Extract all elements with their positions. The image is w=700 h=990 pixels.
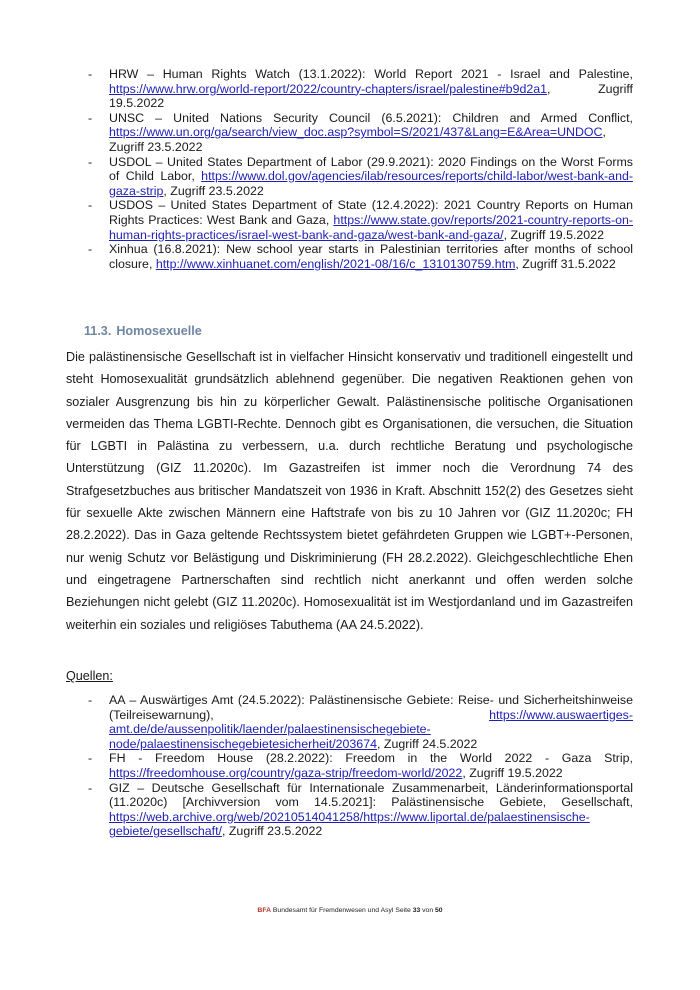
- reference-item: - Xinhua (16.8.2021): New school year starts in Palestinian territories after months of school closure, http://www.xinhuanet.com/english/2021-08/16/c_1310130759.htm, Zugriff 31.5.2022: [88, 242, 633, 271]
- footer-page-number: 33: [412, 907, 421, 914]
- section-number: 11.3.: [84, 324, 112, 338]
- page-footer: [0, 907, 700, 914]
- reference-link[interactable]: http://www.xinhuanet.com/english/2021-08/16/c_1310130759.htm: [155, 256, 516, 271]
- reference-item: - GIZ – Deutsche Gesellschaft für Internationale Zusammenarbeit, Länderinformationsportal (11.2020c) [Archivversion vom 14.5.2021]: Palästinensische Gebiete, Gesellschaft, https://web.archive.org/web/20210514041258/https://www.liportal.de/palaestinensische-gebiete/gesellschaft/, Zugriff 23.5.2022: [88, 780, 633, 839]
- reference-item: - HRW – Human Rights Watch (13.1.2022): World Report 2021 - Israel and Palestine, https://www.hrw.org/world-report/2022/country-chapters/israel/palestine#b9d2a1, Zugriff 19.5.2022: [88, 67, 633, 111]
- reference-link[interactable]: https://freedomhouse.org/country/gaza-strip/freedom-world/2022: [109, 765, 463, 780]
- reference-link[interactable]: https://www.state.gov/reports/2021-country-reports-on-human-rights-practices/israel-west-bank-and-gaza/west-bank-and-gaza/: [109, 212, 633, 242]
- sources-label: Quellen:: [66, 669, 113, 683]
- reference-link[interactable]: https://www.dol.gov/agencies/ilab/resources/reports/child-labor/west-bank-and-gaza-strip: [109, 169, 633, 198]
- reference-link[interactable]: https://www.un.org/ga/search/view_doc.asp?symbol=S/2021/437&Lang=E&Area=UNDOC: [109, 125, 603, 140]
- reference-item: - UNSC – United Nations Security Council (6.5.2021): Children and Armed Conflict, https://www.un.org/ga/search/view_doc.asp?symbol=S/2021/437&Lang=E&Area=UNDOC, Zugriff 23.5.2022: [88, 110, 633, 154]
- references-list-top: [66, 67, 633, 271]
- footer-page-total: 50: [435, 907, 443, 914]
- section-title: Homosexuelle: [116, 324, 202, 338]
- reference-link[interactable]: https://web.archive.org/web/20210514041258/https://www.liportal.de/palaestinensische-gebiete/gesellschaft/: [109, 809, 590, 839]
- footer-of-word: von: [422, 907, 434, 914]
- reference-link[interactable]: https://www.auswaertiges-amt.de/de/aussenpolitik/laender/palaestinensischegebiete-node/palaestinensischegebietesicherheit/203674: [109, 707, 633, 751]
- section-heading: [84, 324, 207, 338]
- footer-page-word: Seite: [395, 907, 411, 914]
- section-body: Die palästinensische Gesellschaft ist in vielfacher Hinsicht konservativ und traditionell eingestellt und steht Homosexualität grundsätzlich ablehnend gegenüber. Die negativen Reaktionen gehen von sozialer Ausgrenzung bis hin zu körperlicher Gewalt. Palästinensische politische Organisationen vermeiden das Thema LGBTI-Rechte. Dennoch gibt es Organisationen, die versuchen, die Situation für LGBTI in Palästina zu verbessern, u.a. durch rechtliche Beratung und psychologische Unterstützung (GIZ 11.2020c). Im Gazastreifen ist immer noch die Verordnung 74 des Strafgesetzbuches aus britischer Mandatszeit von 1936 in Kraft. Abschnitt 152(2) des Gesetzes sieht für sexuelle Akte zwischen Männern eine Haftstrafe von bis zu 10 Jahren vor (GIZ 11.2020c; FH 28.2.2022). Das in Gaza geltende Rechtssystem bietet gefährdeten Gruppen wie LGBT+-Personen, nur wenig Schutz vor Belästigung und Diskriminierung (FH 28.2.2022). Gleichgeschlechtliche Ehen und eingetragene Partnerschaften sind rechtlich nicht anerkannt und offen werden solche Beziehungen nicht gelebt (GIZ 11.2020c). Homosexualität ist im Westjordanland und im Gazastreifen weiterhin ein soziales und religiöses Tabuthema (AA 24.5.2022).: [66, 350, 633, 632]
- reference-item: - AA – Auswärtiges Amt (24.5.2022): Palästinensische Gebiete: Reise- und Sicherheitshinweise (Teilreisewarnung), https://www.auswaertiges-amt.de/de/aussenpolitik/laender/palaestinensischegebiete-node/palaestinensischegebietesicherheit/203674, Zugriff 24.5.2022: [88, 693, 633, 751]
- reference-item: - USDOS – United States Department of State (12.4.2022): 2021 Country Reports on Human Rights Practices: West Bank and Gaza, https://www.state.gov/reports/2021-country-reports-on-human-rights-practices/israel-west-bank-and-gaza/west-bank-and-gaza/, Zugriff 19.5.2022: [88, 198, 633, 242]
- reference-item: - USDOL – United States Department of Labor (29.9.2021): 2020 Findings on the Worst Forms of Child Labor, https://www.dol.gov/agencies/ilab/resources/reports/child-labor/west-bank-and-gaza-strip, Zugriff 23.5.2022: [88, 154, 633, 198]
- bfa-logo: BFA: [257, 907, 271, 914]
- footer-org: Bundesamt für Fremdenwesen und Asyl: [272, 907, 394, 914]
- reference-link[interactable]: https://www.hrw.org/world-report/2022/country-chapters/israel/palestine#b9d2a1: [109, 81, 548, 96]
- reference-item: - FH - Freedom House (28.2.2022): Freedom in the World 2022 - Gaza Strip, https://freedomhouse.org/country/gaza-strip/freedom-world/2022, Zugriff 19.5.2022: [88, 751, 633, 780]
- references-list-bottom: [66, 693, 633, 839]
